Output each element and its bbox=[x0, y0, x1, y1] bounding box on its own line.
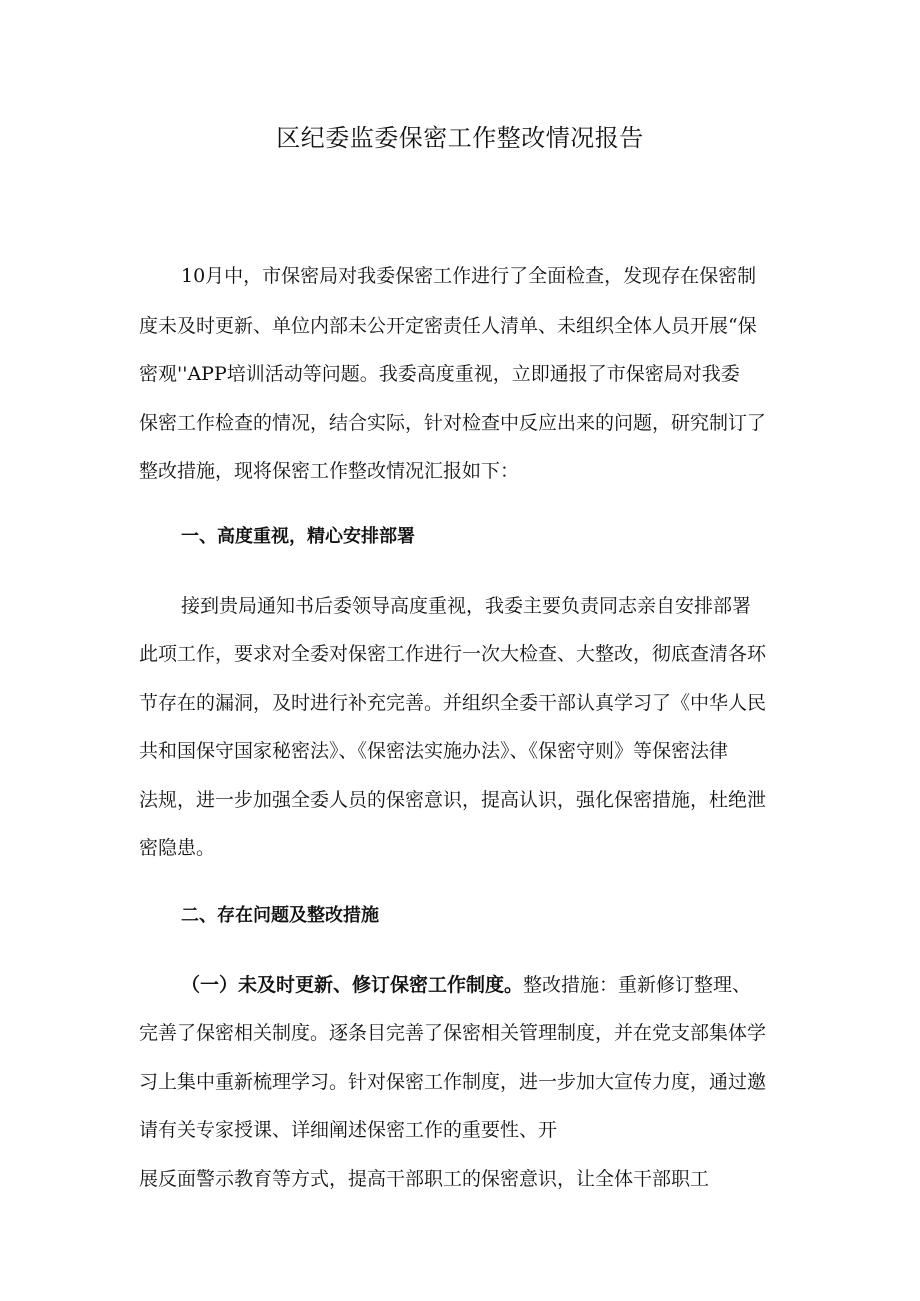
intro-line: 整改措施，现将保密工作整改情况汇报如下： bbox=[139, 460, 520, 482]
paragraph-line: 法规，进一步加强全委人员的保密意识，提高认识，强化保密措施，杜绝泄 bbox=[139, 789, 767, 811]
paragraph-line: 展反面警示教育等方式，提高干部职工的保密意识，让全体干部职工 bbox=[139, 1168, 710, 1190]
intro-line: 度未及时更新、单位内部未公开定密责任人清单、未组织全体人员开展“保 bbox=[139, 315, 757, 337]
document-title: 区纪委监委保密工作整改情况报告 bbox=[276, 124, 644, 152]
intro-line: 密观''APP培训活动等问题。我委高度重视，立即通报了市保密局对我委 bbox=[139, 363, 740, 385]
subsection-title: （一）未及时更新、修订保密工作制度。 bbox=[181, 974, 524, 996]
paragraph-line: 习上集中重新梳理学习。针对保密工作制度，进一步加大宣传力度，通过邀 bbox=[139, 1071, 767, 1093]
paragraph-line: 此项工作，要求对全委对保密工作进行一次大检查、大整改，彻底查清各环 bbox=[139, 643, 767, 665]
paragraph-line: 接到贵局通知书后委领导高度重视，我委主要负责同志亲自安排部署 bbox=[181, 595, 752, 617]
section-heading: 一、高度重视，精心安排部署 bbox=[181, 526, 415, 547]
paragraph-line: 密隐患。 bbox=[139, 837, 216, 859]
paragraph-line: 节存在的漏洞，及时进行补充完善。并组织全委干部认真学习了《中华人民 bbox=[139, 692, 767, 714]
intro-line: 保密工作检查的情况，结合实际，针对检查中反应出来的问题，研究制订了 bbox=[139, 412, 767, 434]
subsection-line bbox=[181, 972, 751, 998]
paragraph-line: 共和国保守国家秘密法》、《保密法实施办法》、《保密守则》等保密法律 bbox=[139, 740, 729, 762]
paragraph-line: 请有关专家授课、详细阐述保密工作的重要性、开 bbox=[139, 1119, 558, 1141]
paragraph-line: 完善了保密相关制度。逐条目完善了保密相关管理制度，并在党支部集体学 bbox=[139, 1022, 767, 1044]
section-heading: 二、存在问题及整改措施 bbox=[181, 905, 379, 926]
intro-line: 10月中，市保密局对我委保密工作进行了全面检查，发现存在保密制 bbox=[181, 265, 757, 287]
subsection-text: 整改措施：重新修订整理、 bbox=[523, 974, 752, 996]
